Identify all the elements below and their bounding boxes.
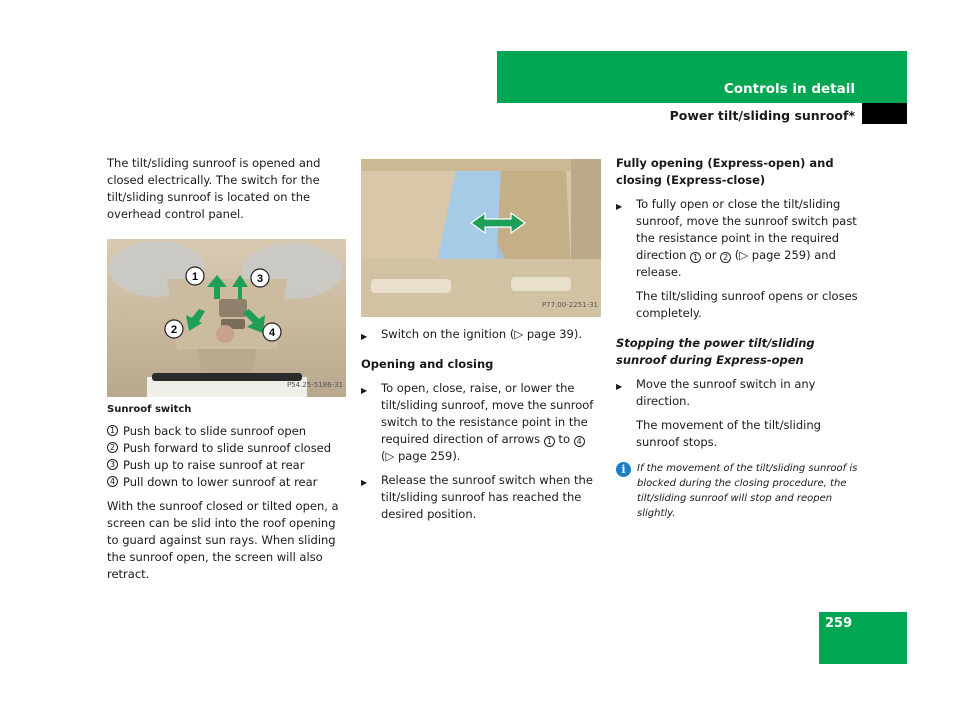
column-1: [107, 155, 347, 583]
black-tab-marker: [862, 103, 907, 124]
figure-caption: Sunroof switch: [107, 404, 192, 415]
screen-paragraph: With the sunroof closed or tilted open, a screen can be slid into the roof opening to guard against sun rays. When sliding the sunroof open, the screen will also retract.: [107, 499, 339, 581]
section-title: Controls in detail: [723, 81, 855, 97]
figure-label-3: 3: [256, 273, 264, 285]
header-bar: [497, 51, 907, 103]
bullet-item: ▶ Release the sunroof switch when the tilt/sliding sunroof has reached the desired position.: [361, 473, 593, 521]
info-icon: i: [616, 462, 631, 477]
figure-label-2: 2: [170, 324, 178, 336]
result-paragraph: The tilt/sliding sunroof opens or closes completely.: [636, 289, 858, 320]
list-item: 4 Pull down to lower sunroof at rear: [107, 474, 347, 491]
page-number-box: [819, 612, 907, 664]
column-2: [361, 155, 601, 523]
stopping-heading: Stopping the power tilt/sliding sunroof during Express-open: [616, 336, 815, 367]
sunroof-illustration: [361, 159, 601, 317]
figure-label-4: 4: [268, 327, 276, 339]
figure-label-1: 1: [191, 271, 199, 283]
numbered-list: [107, 423, 347, 491]
list-item: 2 Push forward to slide sunroof closed: [107, 440, 347, 457]
sunroof-switch-illustration: [107, 239, 346, 397]
result-paragraph: The movement of the tilt/sliding sunroof stops.: [636, 418, 821, 449]
page-subtitle: Power tilt/sliding sunroof*: [669, 108, 855, 123]
figure-code: P77.00-2251-31: [541, 301, 598, 309]
express-heading: Fully opening (Express-open) and closing (Express-close): [616, 156, 834, 187]
list-item: 1 Push back to slide sunroof open: [107, 423, 347, 440]
bullet-item: ▶ Move the sunroof switch in any direction.: [616, 377, 816, 408]
column-3: [616, 155, 861, 521]
info-note: i If the movement of the tilt/sliding sunroof is blocked during the closing procedure, the tilt/sliding sunroof will stop and reopen slightly.: [616, 461, 861, 521]
list-item: 3 Push up to raise sunroof at rear: [107, 457, 347, 474]
sunroof-figure: [361, 159, 601, 317]
figure-code: P54.25-5186-31: [286, 381, 343, 389]
intro-paragraph: The tilt/sliding sunroof is opened and closed electrically. The switch for the tilt/sliding sunroof is located on the overhead control panel.: [107, 156, 321, 221]
bullet-item: ▶ To open, close, raise, or lower the tilt/sliding sunroof, move the sunroof switch to the resistance point in the required direction of arrows 1 to 4 (▷ page 259).: [361, 381, 594, 463]
bullet-item: ▶ To fully open or close the tilt/sliding sunroof, move the sunroof switch past the resistance point in the required direction 1 or 2 (▷ page 259) and release.: [616, 197, 857, 279]
sunroof-switch-figure: [107, 239, 346, 397]
bullet-item: ▶ Switch on the ignition (▷ page 39).: [361, 327, 582, 341]
opening-closing-heading: Opening and closing: [361, 357, 494, 371]
page-number: 259: [825, 616, 853, 631]
